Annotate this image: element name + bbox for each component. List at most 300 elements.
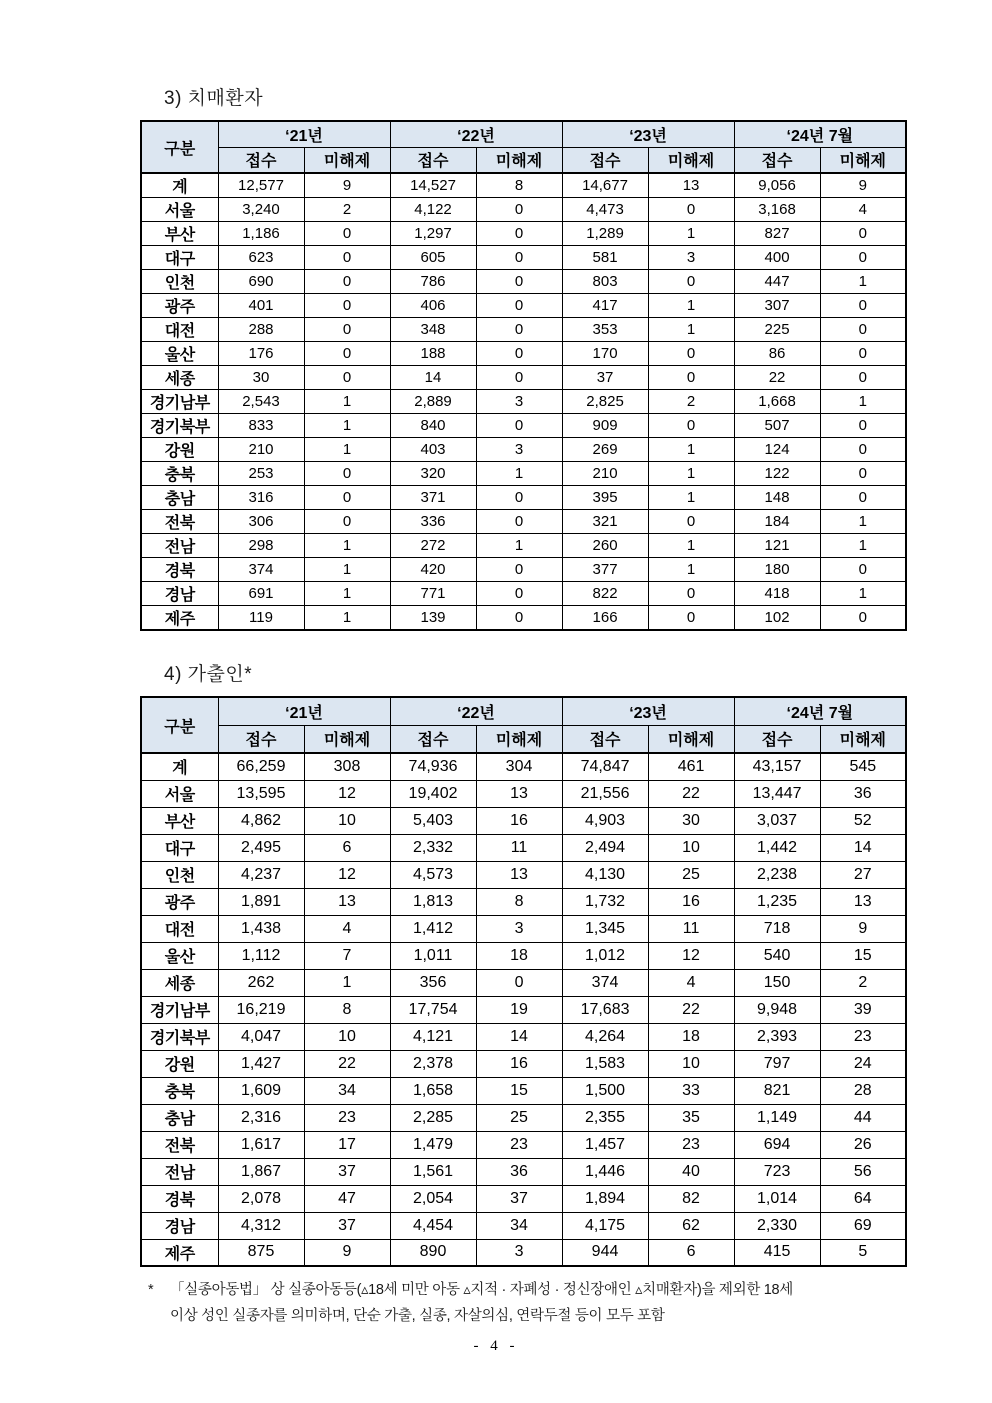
cell-value: 2 [304,198,390,222]
row-label: 대전 [141,915,218,942]
row-label: 경남 [141,1212,218,1239]
sub-header-received: 접수 [734,725,820,753]
cell-value: 0 [820,246,906,270]
cell-value: 25 [648,861,734,888]
cell-value: 22 [648,996,734,1023]
cell-value: 13 [820,888,906,915]
cell-value: 0 [476,270,562,294]
cell-value: 406 [390,294,476,318]
cell-value: 1 [820,270,906,294]
cell-value: 82 [648,1185,734,1212]
cell-value: 11 [648,915,734,942]
cell-value: 0 [820,486,906,510]
cell-value: 0 [304,294,390,318]
cell-value: 1 [304,438,390,462]
cell-value: 2,494 [562,834,648,861]
cell-value: 1 [304,534,390,558]
cell-value: 3,168 [734,198,820,222]
cell-value: 1,112 [218,942,304,969]
cell-value: 176 [218,342,304,366]
cell-value: 14,677 [562,173,648,198]
table-row [141,861,906,888]
table-row [141,414,906,438]
cell-value: 1,813 [390,888,476,915]
cell-value: 1,617 [218,1131,304,1158]
cell-value: 377 [562,558,648,582]
cell-value: 0 [476,246,562,270]
cell-value: 4,454 [390,1212,476,1239]
cell-value: 461 [648,753,734,780]
cell-value: 13 [304,888,390,915]
cell-value: 150 [734,969,820,996]
table-row [141,198,906,222]
cell-value: 400 [734,246,820,270]
row-label: 강원 [141,438,218,462]
cell-value: 0 [648,606,734,631]
row-label: 세종 [141,969,218,996]
cell-value: 0 [820,438,906,462]
table-row [141,1050,906,1077]
sub-header-unresolved: 미해제 [648,147,734,173]
cell-value: 1,011 [390,942,476,969]
cell-value: 4,121 [390,1023,476,1050]
cell-value: 3 [476,390,562,414]
cell-value: 262 [218,969,304,996]
cell-value: 353 [562,318,648,342]
cell-value: 0 [476,318,562,342]
cell-value: 4,122 [390,198,476,222]
cell-value: 122 [734,462,820,486]
cell-value: 12 [304,861,390,888]
table-row [141,366,906,390]
cell-value: 540 [734,942,820,969]
cell-value: 3 [648,246,734,270]
table-row [141,1239,906,1266]
cell-value: 298 [218,534,304,558]
cell-value: 944 [562,1239,648,1266]
cell-value: 875 [218,1239,304,1266]
cell-value: 0 [476,342,562,366]
cell-value: 2,054 [390,1185,476,1212]
cell-value: 40 [648,1158,734,1185]
cell-value: 0 [304,222,390,246]
dementia-patients-table [140,120,907,631]
cell-value: 0 [648,270,734,294]
cell-value: 2,078 [218,1185,304,1212]
cell-value: 1 [304,390,390,414]
cell-value: 2,378 [390,1050,476,1077]
table-row [141,342,906,366]
table-row [141,1131,906,1158]
cell-value: 374 [562,969,648,996]
table-row [141,1158,906,1185]
cell-value: 374 [218,558,304,582]
table-row [141,807,906,834]
cell-value: 27 [820,861,906,888]
cell-value: 37 [562,366,648,390]
cell-value: 225 [734,318,820,342]
cell-value: 1 [648,534,734,558]
cell-value: 6 [648,1239,734,1266]
cell-value: 121 [734,534,820,558]
corner-header: 구분 [141,121,218,173]
cell-value: 840 [390,414,476,438]
row-label: 울산 [141,942,218,969]
cell-value: 307 [734,294,820,318]
runaway-adults-table [140,696,907,1267]
cell-value: 12 [648,942,734,969]
cell-value: 320 [390,462,476,486]
cell-value: 0 [648,414,734,438]
row-label: 충남 [141,1104,218,1131]
row-label: 제주 [141,1239,218,1266]
cell-value: 86 [734,342,820,366]
cell-value: 2,543 [218,390,304,414]
cell-value: 4,573 [390,861,476,888]
table-header-sub-row [141,147,906,173]
cell-value: 28 [820,1077,906,1104]
cell-value: 35 [648,1104,734,1131]
cell-value: 0 [820,558,906,582]
sub-header-unresolved: 미해제 [304,725,390,753]
cell-value: 415 [734,1239,820,1266]
cell-value: 16 [648,888,734,915]
table-row [141,318,906,342]
cell-value: 803 [562,270,648,294]
cell-value: 1 [648,486,734,510]
cell-value: 5,403 [390,807,476,834]
cell-value: 269 [562,438,648,462]
cell-value: 17 [304,1131,390,1158]
cell-value: 356 [390,969,476,996]
footnote-marker: * [148,1282,154,1298]
row-label: 경기북부 [141,414,218,438]
cell-value: 4,473 [562,198,648,222]
cell-value: 1 [476,534,562,558]
cell-value: 14 [390,366,476,390]
row-label: 경북 [141,1185,218,1212]
footnote-line-1: 「실종아동법」 상 실종아동등(▵18세 미만 아동 ▵지적 · 자폐성 · 정신장애인 ▵치매환자)을 제외한 18세 [170,1282,793,1298]
table-row [141,888,906,915]
row-label: 대전 [141,318,218,342]
cell-value: 139 [390,606,476,631]
cell-value: 9 [304,173,390,198]
cell-value: 0 [820,366,906,390]
sub-header-received: 접수 [734,147,820,173]
cell-value: 2,393 [734,1023,820,1050]
cell-value: 0 [820,414,906,438]
table-row [141,1212,906,1239]
cell-value: 74,936 [390,753,476,780]
cell-value: 1 [304,606,390,631]
cell-value: 13 [476,861,562,888]
cell-value: 1 [648,294,734,318]
cell-value: 1,894 [562,1185,648,1212]
cell-value: 2,285 [390,1104,476,1131]
cell-value: 22 [734,366,820,390]
cell-value: 17,754 [390,996,476,1023]
table-row [141,582,906,606]
cell-value: 148 [734,486,820,510]
cell-value: 44 [820,1104,906,1131]
cell-value: 0 [648,342,734,366]
table-row [141,390,906,414]
cell-value: 1 [820,582,906,606]
table-row [141,270,906,294]
cell-value: 0 [820,462,906,486]
cell-value: 124 [734,438,820,462]
cell-value: 1,427 [218,1050,304,1077]
section-heading-dementia: 3) 치매환자 [164,88,264,109]
cell-value: 3 [476,438,562,462]
cell-value: 1,297 [390,222,476,246]
cell-value: 34 [304,1077,390,1104]
cell-value: 1,609 [218,1077,304,1104]
cell-value: 1,457 [562,1131,648,1158]
cell-value: 21,556 [562,780,648,807]
cell-value: 0 [476,222,562,246]
cell-value: 52 [820,807,906,834]
footnote-line-2: 이상 성인 실종자를 의미하며, 단순 가출, 실종, 자살의심, 연락두절 등이 모두 포함 [170,1308,665,1324]
cell-value: 2,332 [390,834,476,861]
cell-value: 288 [218,318,304,342]
cell-value: 605 [390,246,476,270]
table-row [141,1104,906,1131]
cell-value: 2,825 [562,390,648,414]
row-label: 충북 [141,1077,218,1104]
row-label: 경기북부 [141,1023,218,1050]
cell-value: 304 [476,753,562,780]
cell-value: 4,130 [562,861,648,888]
row-label: 전북 [141,1131,218,1158]
cell-value: 3 [476,915,562,942]
cell-value: 4,175 [562,1212,648,1239]
row-label: 서울 [141,780,218,807]
cell-value: 1,479 [390,1131,476,1158]
cell-value: 10 [648,1050,734,1077]
cell-value: 23 [648,1131,734,1158]
cell-value: 74,847 [562,753,648,780]
sub-header-received: 접수 [562,725,648,753]
sub-header-unresolved: 미해제 [304,147,390,173]
cell-value: 1 [476,462,562,486]
cell-value: 3 [476,1239,562,1266]
cell-value: 0 [648,582,734,606]
cell-value: 821 [734,1077,820,1104]
cell-value: 1,014 [734,1185,820,1212]
cell-value: 19,402 [390,780,476,807]
cell-value: 260 [562,534,648,558]
cell-value: 2,889 [390,390,476,414]
cell-value: 1 [648,318,734,342]
cell-value: 2,330 [734,1212,820,1239]
row-label: 경기남부 [141,390,218,414]
cell-value: 1 [304,969,390,996]
cell-value: 371 [390,486,476,510]
year-header-2024-july: ‘24년 7월 [734,697,906,725]
cell-value: 43,157 [734,753,820,780]
row-label: 울산 [141,342,218,366]
cell-value: 1,658 [390,1077,476,1104]
sub-header-unresolved: 미해제 [820,725,906,753]
corner-header: 구분 [141,697,218,753]
table-row [141,510,906,534]
cell-value: 102 [734,606,820,631]
cell-value: 37 [304,1158,390,1185]
row-label: 계 [141,753,218,780]
cell-value: 395 [562,486,648,510]
cell-value: 1 [304,414,390,438]
cell-value: 581 [562,246,648,270]
table-row [141,173,906,198]
row-label: 충북 [141,462,218,486]
table-row [141,1023,906,1050]
cell-value: 19 [476,996,562,1023]
cell-value: 9 [820,915,906,942]
cell-value: 1 [648,558,734,582]
cell-value: 690 [218,270,304,294]
sub-header-received: 접수 [218,725,304,753]
sub-header-unresolved: 미해제 [648,725,734,753]
cell-value: 22 [648,780,734,807]
row-label: 광주 [141,294,218,318]
row-label: 부산 [141,222,218,246]
sub-header-received: 접수 [390,147,476,173]
cell-value: 1,561 [390,1158,476,1185]
cell-value: 0 [648,198,734,222]
sub-header-received: 접수 [390,725,476,753]
cell-value: 13,595 [218,780,304,807]
table-row [141,294,906,318]
cell-value: 4,047 [218,1023,304,1050]
cell-value: 723 [734,1158,820,1185]
cell-value: 8 [476,888,562,915]
cell-value: 0 [304,462,390,486]
year-header-2021: ‘21년 [218,121,390,147]
cell-value: 1,012 [562,942,648,969]
cell-value: 56 [820,1158,906,1185]
cell-value: 11 [476,834,562,861]
cell-value: 1 [820,510,906,534]
row-label: 경남 [141,582,218,606]
table-row [141,969,906,996]
cell-value: 0 [820,606,906,631]
cell-value: 12 [304,780,390,807]
cell-value: 0 [476,198,562,222]
cell-value: 180 [734,558,820,582]
cell-value: 2,238 [734,861,820,888]
cell-value: 253 [218,462,304,486]
cell-value: 9,948 [734,996,820,1023]
cell-value: 13 [648,173,734,198]
cell-value: 4,264 [562,1023,648,1050]
row-label: 대구 [141,246,218,270]
cell-value: 2,355 [562,1104,648,1131]
cell-value: 23 [476,1131,562,1158]
page-number: - 4 - [473,1338,519,1354]
section-spacer [140,631,905,662]
cell-value: 0 [304,510,390,534]
cell-value: 9 [820,173,906,198]
row-label: 경북 [141,558,218,582]
row-label: 세종 [141,366,218,390]
cell-value: 5 [820,1239,906,1266]
cell-value: 308 [304,753,390,780]
row-label: 강원 [141,1050,218,1077]
table-row [141,606,906,631]
cell-value: 4 [648,969,734,996]
cell-value: 33 [648,1077,734,1104]
sub-header-received: 접수 [562,147,648,173]
cell-value: 3,240 [218,198,304,222]
table-row [141,462,906,486]
cell-value: 1,149 [734,1104,820,1131]
year-header-2023: ‘23년 [562,697,734,725]
cell-value: 0 [648,510,734,534]
cell-value: 1 [820,390,906,414]
cell-value: 12,577 [218,173,304,198]
cell-value: 13 [476,780,562,807]
cell-value: 9,056 [734,173,820,198]
cell-value: 694 [734,1131,820,1158]
cell-value: 1 [820,534,906,558]
cell-value: 66,259 [218,753,304,780]
table-row [141,558,906,582]
cell-value: 420 [390,558,476,582]
cell-value: 6 [304,834,390,861]
table-row [141,834,906,861]
year-header-2024-july: ‘24년 7월 [734,121,906,147]
table-row [141,753,906,780]
cell-value: 25 [476,1104,562,1131]
cell-value: 403 [390,438,476,462]
cell-value: 4,312 [218,1212,304,1239]
cell-value: 909 [562,414,648,438]
table-row [141,1077,906,1104]
cell-value: 34 [476,1212,562,1239]
cell-value: 545 [820,753,906,780]
cell-value: 1 [304,558,390,582]
cell-value: 26 [820,1131,906,1158]
row-label: 전남 [141,534,218,558]
cell-value: 0 [476,582,562,606]
cell-value: 210 [562,462,648,486]
cell-value: 336 [390,510,476,534]
cell-value: 2 [820,969,906,996]
cell-value: 0 [304,270,390,294]
cell-value: 1,446 [562,1158,648,1185]
cell-value: 36 [476,1158,562,1185]
cell-value: 1,438 [218,915,304,942]
row-label: 충남 [141,486,218,510]
footnote-text [170,1277,905,1329]
cell-value: 69 [820,1212,906,1239]
cell-value: 7 [304,942,390,969]
row-label: 계 [141,173,218,198]
cell-value: 1,235 [734,888,820,915]
cell-value: 9 [304,1239,390,1266]
cell-value: 1,668 [734,390,820,414]
cell-value: 4 [304,915,390,942]
sub-header-unresolved: 미해제 [476,147,562,173]
table-header-sub-row [141,725,906,753]
cell-value: 822 [562,582,648,606]
cell-value: 0 [648,366,734,390]
cell-value: 30 [218,366,304,390]
cell-value: 4 [820,198,906,222]
cell-value: 447 [734,270,820,294]
cell-value: 4,237 [218,861,304,888]
